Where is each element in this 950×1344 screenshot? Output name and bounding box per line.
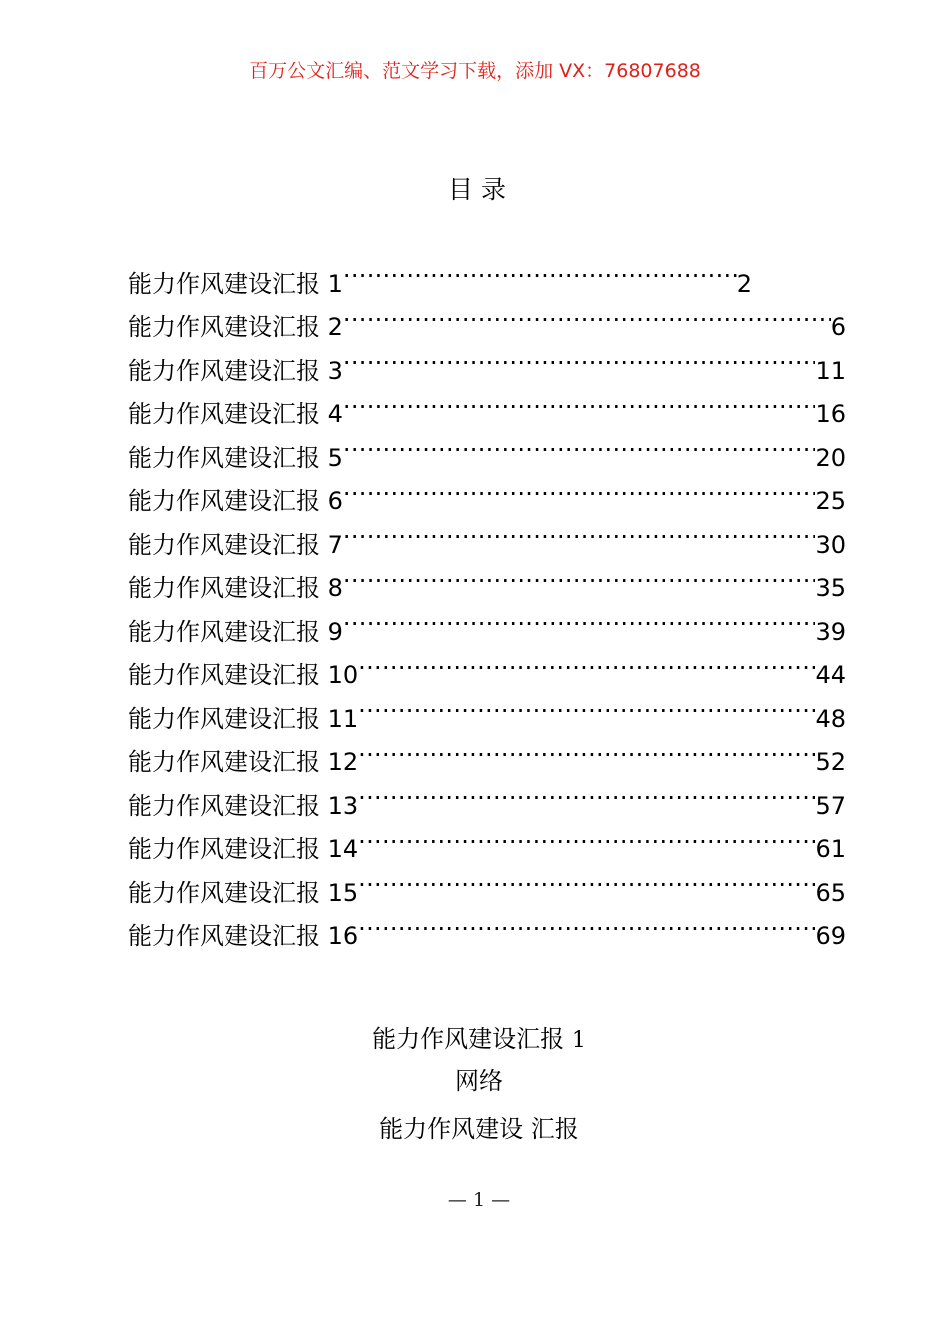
section-heading: 能力作风建设 汇报 bbox=[379, 1115, 579, 1143]
section-title bbox=[0, 1022, 950, 1058]
toc-dot-leader bbox=[358, 770, 815, 814]
toc-entry-page: 39 bbox=[815, 617, 846, 646]
toc-entry-label: 能力作风建设汇报 10 bbox=[128, 661, 359, 689]
toc-entry-page: 48 bbox=[815, 704, 846, 733]
toc-entry-label: 能力作风建设汇报 15 bbox=[128, 878, 359, 907]
toc-entry-label: 能力作风建设汇报 12 bbox=[128, 748, 359, 776]
toc-dot-leader bbox=[343, 379, 816, 423]
toc-entry-label: 能力作风建设汇报 3 bbox=[128, 356, 343, 385]
toc-entry-1[interactable] bbox=[128, 248, 752, 298]
toc-entry-page: 2 bbox=[736, 269, 752, 298]
toc-entry-page: 16 bbox=[815, 400, 846, 428]
toc-entry-page: 69 bbox=[815, 922, 846, 950]
toc-dot-leader bbox=[358, 814, 815, 858]
toc-entry-label: 能力作风建设汇报 13 bbox=[128, 791, 359, 820]
toc-entry-label: 能力作风建设汇报 1 bbox=[128, 269, 343, 298]
toc-entry-page: 25 bbox=[815, 487, 846, 515]
toc-entry-label: 能力作风建设汇报 4 bbox=[128, 400, 343, 428]
toc-entry-page: 20 bbox=[815, 443, 846, 472]
toc-dot-leader bbox=[358, 857, 815, 901]
promo-header: 百万公文汇编、范文学习下载，添加 VX：76807688 bbox=[249, 60, 701, 82]
toc-entry-page: 44 bbox=[815, 661, 846, 689]
page-number: — 1 — bbox=[447, 1189, 511, 1211]
toc-entry-label: 能力作风建设汇报 6 bbox=[128, 487, 343, 515]
table-of-contents bbox=[128, 248, 846, 950]
toc-entry-label: 能力作风建设汇报 14 bbox=[128, 835, 359, 863]
toc-entry-label: 能力作风建设汇报 11 bbox=[128, 704, 359, 733]
toc-dot-leader bbox=[343, 422, 816, 466]
toc-entry-label: 能力作风建设汇报 16 bbox=[128, 922, 359, 950]
toc-entry-label: 能力作风建设汇报 5 bbox=[128, 443, 343, 472]
section-title-number: 1 bbox=[571, 1028, 586, 1053]
toc-entry-label: 能力作风建设汇报 9 bbox=[128, 617, 343, 646]
toc-dot-leader bbox=[358, 640, 815, 684]
toc-dot-leader bbox=[343, 466, 816, 510]
toc-entry-page: 57 bbox=[815, 791, 846, 820]
toc-entry-label: 能力作风建设汇报 7 bbox=[128, 530, 343, 559]
toc-entry-page: 65 bbox=[815, 878, 846, 907]
toc-dot-leader bbox=[358, 683, 815, 727]
toc-entry-page: 35 bbox=[815, 574, 846, 602]
toc-dot-leader bbox=[343, 335, 816, 379]
toc-entry-page: 11 bbox=[815, 356, 846, 385]
toc-entry-label: 能力作风建设汇报 2 bbox=[128, 313, 343, 341]
toc-dot-leader bbox=[343, 553, 816, 597]
toc-entry-page: 61 bbox=[815, 835, 846, 863]
section-source: 网络 bbox=[455, 1067, 503, 1095]
toc-dot-leader bbox=[358, 901, 815, 945]
toc-entry-page: 6 bbox=[830, 313, 846, 341]
toc-entry-label: 能力作风建设汇报 8 bbox=[128, 574, 343, 602]
toc-dot-leader bbox=[343, 248, 737, 292]
toc-entry-page: 30 bbox=[815, 530, 846, 559]
toc-dot-leader bbox=[343, 596, 816, 640]
toc-dot-leader bbox=[343, 292, 831, 336]
toc-title: 目录 bbox=[447, 175, 514, 204]
toc-entry-page: 52 bbox=[815, 748, 846, 776]
toc-dot-leader bbox=[358, 727, 815, 771]
toc-dot-leader bbox=[343, 509, 816, 553]
section-title-text: 能力作风建设汇报 bbox=[372, 1025, 565, 1053]
